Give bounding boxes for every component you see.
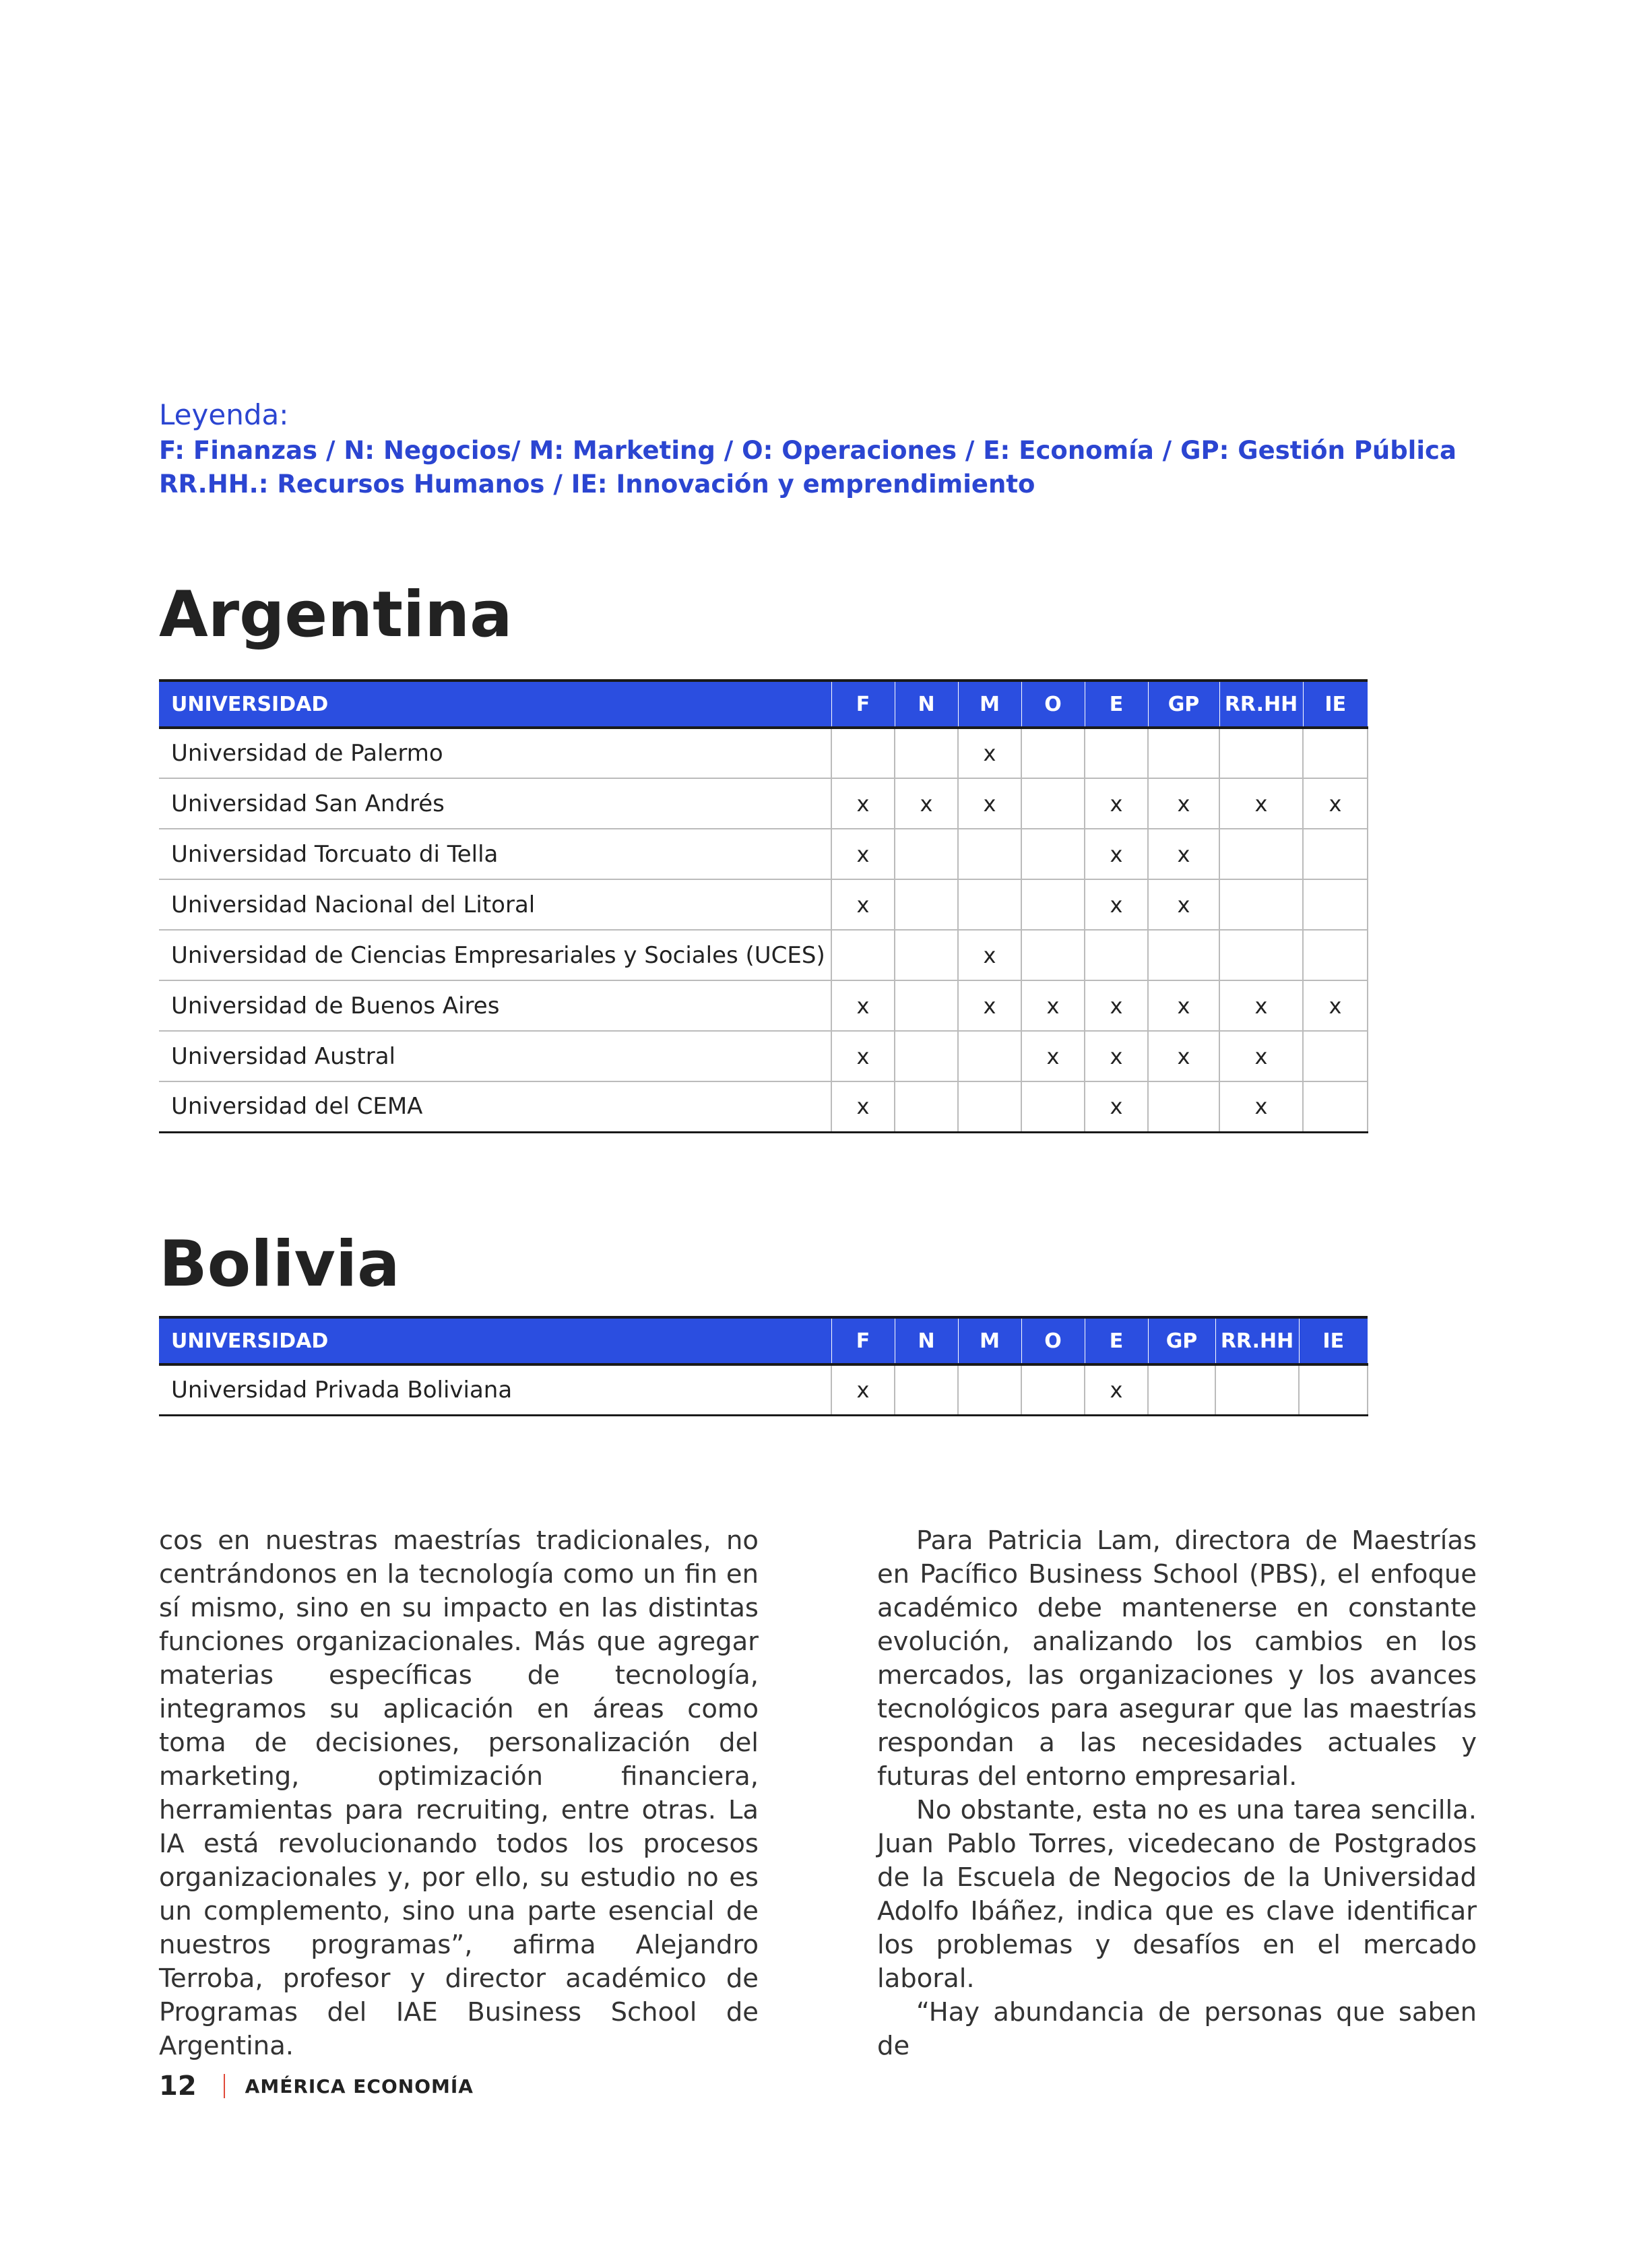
program-mark: x (895, 778, 958, 829)
program-mark (1303, 728, 1368, 778)
table-header-row (159, 681, 1368, 728)
column-header: O (1021, 681, 1085, 728)
program-mark (895, 1081, 958, 1132)
program-mark: x (1021, 980, 1085, 1031)
program-mark (1299, 1364, 1368, 1415)
program-mark (1021, 1081, 1085, 1132)
program-mark (1303, 1081, 1368, 1132)
program-mark (1303, 879, 1368, 930)
program-mark: x (958, 930, 1021, 980)
program-mark: x (831, 829, 895, 879)
program-mark: x (958, 778, 1021, 829)
column-header: F (831, 1317, 895, 1364)
program-mark: x (1085, 1364, 1148, 1415)
program-mark (958, 879, 1021, 930)
column-header: UNIVERSIDAD (159, 1317, 831, 1364)
page-number: 12 (159, 2071, 197, 2102)
article-column-right (877, 1524, 1477, 2063)
university-name: Universidad Privada Boliviana (159, 1364, 831, 1415)
program-mark (958, 1031, 1021, 1081)
program-mark (1021, 728, 1085, 778)
program-mark (958, 1364, 1021, 1415)
table-row (159, 1031, 1368, 1081)
program-mark (1219, 728, 1303, 778)
university-name: Universidad Austral (159, 1031, 831, 1081)
column-header: UNIVERSIDAD (159, 681, 831, 728)
table-header-row (159, 1317, 1368, 1364)
column-header: RR.HH (1219, 681, 1303, 728)
program-mark: x (1148, 980, 1219, 1031)
column-header: M (958, 681, 1021, 728)
program-mark (831, 930, 895, 980)
program-mark: x (1085, 980, 1148, 1031)
program-mark (895, 930, 958, 980)
program-mark (895, 829, 958, 879)
program-mark: x (831, 980, 895, 1031)
program-mark (831, 728, 895, 778)
column-header: IE (1299, 1317, 1368, 1364)
footer-divider (224, 2074, 225, 2098)
program-mark (958, 829, 1021, 879)
program-mark (895, 1031, 958, 1081)
program-mark (1215, 1364, 1299, 1415)
table-row (159, 1081, 1368, 1132)
column-header: IE (1303, 681, 1368, 728)
program-mark (958, 1081, 1021, 1132)
country-title-argentina: Argentina (159, 578, 513, 652)
article-paragraph: No obstante, esta no es una tarea sencilla. Juan Pablo Torres, vicedecano de Postgrados de la Escuela de Negocios de la Universidad Adolfo Ibáñez, indica que es clave identificar los problemas y desafíos en el mercado laboral. (877, 1795, 1477, 1994)
table-row (159, 930, 1368, 980)
program-mark (1085, 728, 1148, 778)
column-header: GP (1148, 1317, 1215, 1364)
program-mark (1219, 879, 1303, 930)
program-mark (1148, 728, 1219, 778)
program-mark: x (1085, 1031, 1148, 1081)
program-mark (1148, 1364, 1215, 1415)
program-mark (1021, 778, 1085, 829)
table-row (159, 879, 1368, 930)
program-mark (1148, 930, 1219, 980)
program-mark: x (1085, 778, 1148, 829)
program-mark (1303, 829, 1368, 879)
program-mark: x (1303, 980, 1368, 1031)
university-name: Universidad San Andrés (159, 778, 831, 829)
country-title-bolivia: Bolivia (159, 1228, 400, 1301)
publication-name: AMÉRICA ECONOMÍA (245, 2075, 474, 2098)
page-footer (159, 2067, 474, 2105)
column-header: RR.HH (1215, 1317, 1299, 1364)
program-mark: x (1085, 1081, 1148, 1132)
program-mark: x (1085, 879, 1148, 930)
table-argentina (159, 679, 1368, 1133)
column-header: N (895, 681, 958, 728)
program-mark: x (831, 778, 895, 829)
table-row (159, 829, 1368, 879)
university-name: Universidad de Palermo (159, 728, 831, 778)
program-mark (895, 728, 958, 778)
program-mark: x (1303, 778, 1368, 829)
article-column-left (159, 1524, 759, 2063)
legend-title: Leyenda: (159, 398, 289, 431)
program-mark: x (831, 1031, 895, 1081)
column-header: O (1021, 1317, 1085, 1364)
university-name: Universidad Torcuato di Tella (159, 829, 831, 879)
column-header: N (895, 1317, 958, 1364)
program-mark: x (1148, 1031, 1219, 1081)
table-row (159, 778, 1368, 829)
program-mark: x (1085, 829, 1148, 879)
program-mark: x (1219, 1031, 1303, 1081)
legend-line-2: RR.HH.: Recursos Humanos / IE: Innovación y emprendimiento (159, 470, 1035, 499)
table-row (159, 728, 1368, 778)
table-row (159, 1364, 1368, 1415)
program-mark (1021, 829, 1085, 879)
program-mark (1021, 1364, 1085, 1415)
program-mark (895, 1364, 958, 1415)
program-mark: x (1219, 980, 1303, 1031)
program-mark: x (831, 1364, 895, 1415)
article-paragraph: cos en nuestras maestrías tradicionales, no centrándonos en la tecnología como un fin en sí mismo, sino en su impacto en las distintas funciones organizacionales. Más que agregar materias específicas de tecnología, integramos su aplicación en áreas como toma de decisiones, personalización del marketing, optimización financiera, herramientas para recruiting, entre otras. La IA está revolucionando todos los procesos organizacionales y, por ello, su estudio no es un complemento, sino una parte esencial de nuestros programas”, afirma Alejandro Terroba, profesor y director académico de Programas del IAE Business School de Argentina. (159, 1525, 759, 2061)
program-mark: x (1219, 778, 1303, 829)
program-mark: x (958, 980, 1021, 1031)
program-mark: x (1148, 778, 1219, 829)
legend-line-1: F: Finanzas / N: Negocios/ M: Marketing / O: Operaciones / E: Economía / GP: Gestión Pública (159, 436, 1457, 465)
program-mark (1021, 879, 1085, 930)
program-mark: x (1219, 1081, 1303, 1132)
program-mark (1085, 930, 1148, 980)
program-mark: x (1021, 1031, 1085, 1081)
program-mark (1021, 930, 1085, 980)
program-mark: x (831, 879, 895, 930)
program-mark (1148, 1081, 1219, 1132)
program-mark (1219, 829, 1303, 879)
column-header: E (1085, 681, 1148, 728)
column-header: F (831, 681, 895, 728)
program-mark: x (1148, 829, 1219, 879)
column-header: M (958, 1317, 1021, 1364)
program-mark (895, 879, 958, 930)
program-mark (1303, 930, 1368, 980)
university-name: Universidad de Ciencias Empresariales y Sociales (UCES) (159, 930, 831, 980)
column-header: GP (1148, 681, 1219, 728)
table-row (159, 980, 1368, 1031)
table-bolivia (159, 1316, 1368, 1416)
program-mark (1219, 930, 1303, 980)
article-paragraph: “Hay abundancia de personas que saben de (877, 1997, 1477, 2061)
program-mark: x (1148, 879, 1219, 930)
university-name: Universidad Nacional del Litoral (159, 879, 831, 930)
program-mark: x (831, 1081, 895, 1132)
column-header: E (1085, 1317, 1148, 1364)
program-mark (1303, 1031, 1368, 1081)
program-mark (895, 980, 958, 1031)
article-paragraph: Para Patricia Lam, directora de Maestrías en Pacífico Business School (PBS), el enfoque académico debe mantenerse en constante evolución, analizando los cambios en los mercados, las organizaciones y los avances tecnológicos para asegurar que las maestrías respondan a las necesidades actuales y futuras del entorno empresarial. (877, 1525, 1477, 1792)
university-name: Universidad de Buenos Aires (159, 980, 831, 1031)
legend (159, 396, 1457, 501)
university-name: Universidad del CEMA (159, 1081, 831, 1132)
program-mark: x (958, 728, 1021, 778)
